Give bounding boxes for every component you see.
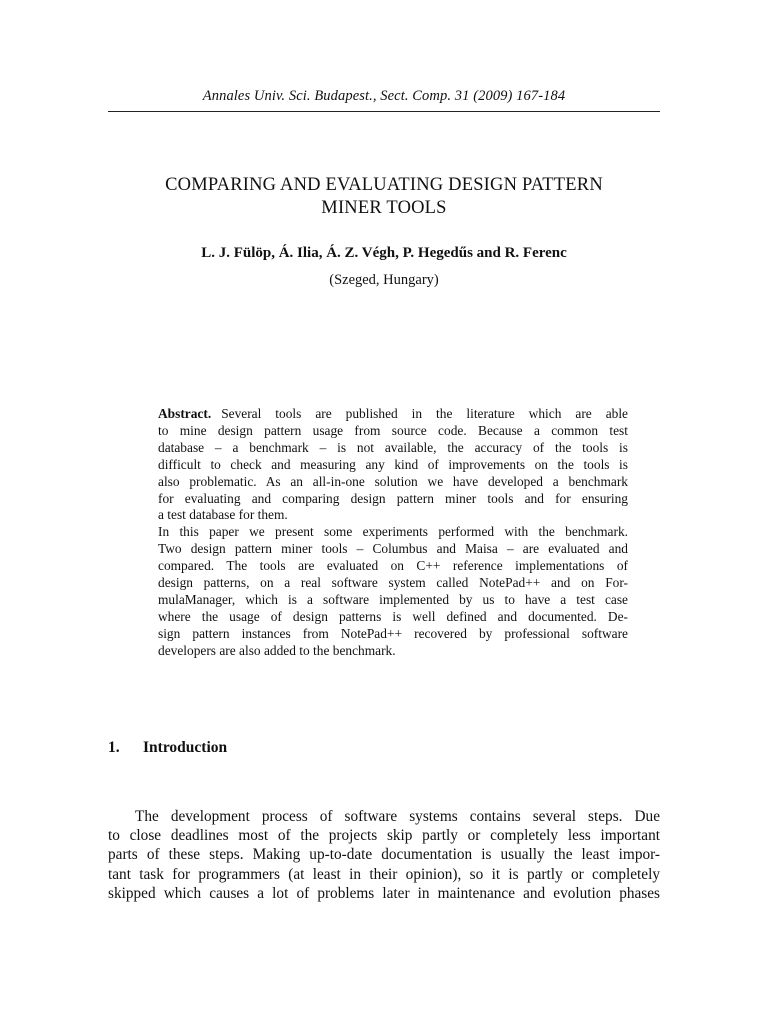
abstract-line: design patterns, on a real software system called NotePad++ and on For- (158, 575, 628, 591)
author-list: L. J. Fülöp, Á. Ilia, Á. Z. Végh, P. Hegedűs and R. Ferenc (201, 245, 567, 261)
body-line: The development process of software systems contains several steps. Due (135, 808, 660, 825)
title-line-2: MINER TOOLS (321, 198, 447, 218)
paper-title (0, 174, 768, 220)
section-heading (108, 739, 227, 757)
journal-header: Annales Univ. Sci. Budapest., Sect. Comp. 31 (2009) 167-184 (202, 88, 566, 104)
abstract-line: where the usage of design patterns is well defined and documented. De- (158, 608, 628, 624)
abstract-line: also problematic. As an all-in-one solution we have developed a benchmark (158, 473, 628, 489)
abstract-line: for evaluating and comparing design pattern miner tools and for ensuring (158, 490, 628, 506)
abstract-line: sign pattern instances from NotePad++ recovered by professional software (158, 625, 628, 641)
abstract-line: compared. The tools are evaluated on C++ reference implementations of (158, 558, 628, 574)
section-title: Introduction (143, 739, 228, 756)
abstract-block (158, 406, 628, 660)
abstract-line: difficult to check and measuring any kind of improvements on the tools is (158, 456, 628, 472)
abstract-line (158, 406, 628, 423)
abstract-line-text: Several tools are published in the literature which are able (221, 406, 628, 421)
abstract-label: Abstract. (158, 406, 212, 421)
body-line: to close deadlines most of the projects skip partly or completely less important (108, 827, 660, 845)
body-paragraph (108, 807, 660, 903)
title-line-1: COMPARING AND EVALUATING DESIGN PATTERN (165, 175, 603, 195)
abstract-line: mulaManager, which is a software implemented by us to have a test case (158, 591, 628, 607)
section-number: 1. (108, 739, 120, 756)
abstract-line: developers are also added to the benchmark. (158, 642, 396, 658)
abstract-line: database – a benchmark – is not available, the accuracy of the tools is (158, 439, 628, 455)
body-line: tant task for programmers (at least in their opinion), so it is partly or completely (108, 865, 660, 883)
header-rule (108, 111, 660, 112)
abstract-line: to mine design pattern usage from source code. Because a common test (158, 422, 628, 438)
abstract-line: Two design pattern miner tools – Columbus and Maisa – are evaluated and (158, 541, 628, 557)
affiliation: (Szeged, Hungary) (329, 272, 439, 288)
body-line: skipped which causes a lot of problems later in maintenance and evolution phases (108, 884, 660, 902)
abstract-line: a test database for them. (158, 507, 288, 523)
body-line: parts of these steps. Making up-to-date documentation is usually the least impor- (108, 846, 660, 864)
abstract-line: In this paper we present some experiments performed with the benchmark. (158, 524, 628, 540)
